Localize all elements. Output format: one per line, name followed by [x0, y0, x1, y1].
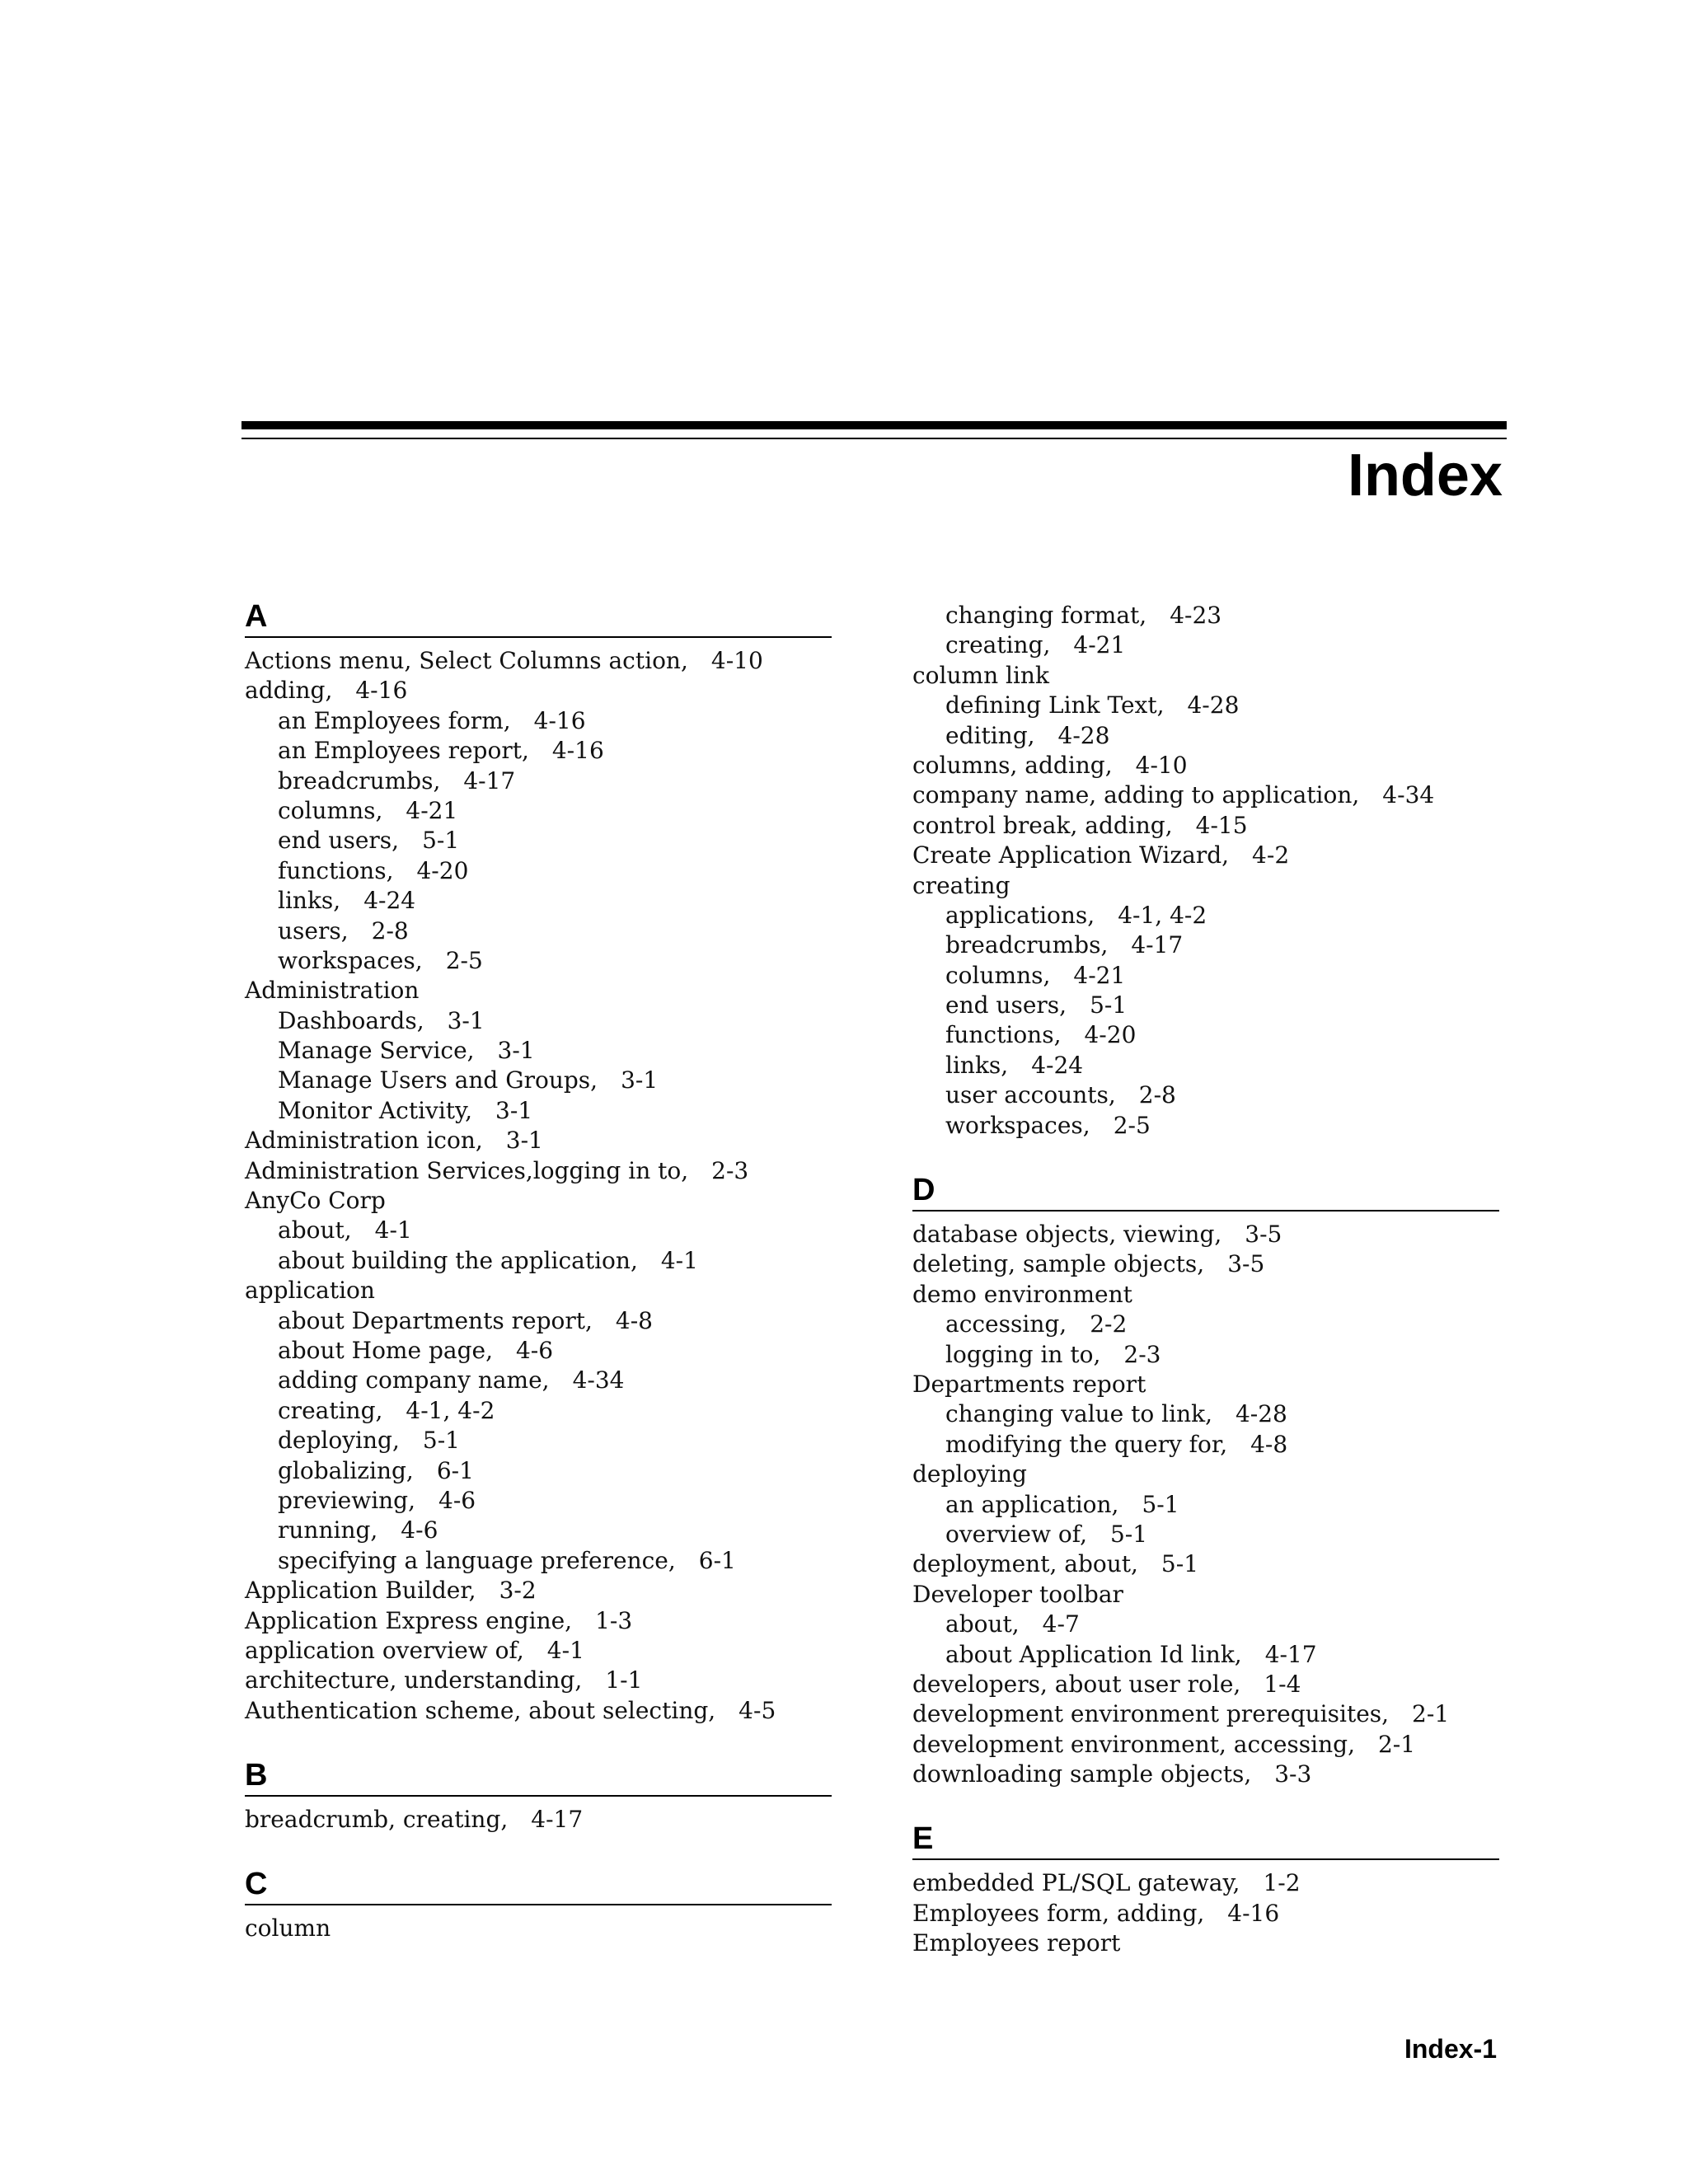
index-subentry [912, 1310, 1499, 1339]
index-subentry [912, 1520, 1499, 1549]
entry-term: Actions menu, Select Columns action, [245, 647, 688, 674]
index-entry [912, 1730, 1499, 1760]
entry-term: creating, [945, 631, 1051, 659]
entry-page-ref: 4-8 [1250, 1430, 1288, 1458]
entry-term: Create Application Wizard, [912, 841, 1230, 869]
entry-term: about Home page, [278, 1336, 493, 1364]
index-entry [245, 1914, 832, 1943]
index-subentry [245, 856, 832, 886]
index-subentry [245, 706, 832, 736]
index-subentry [912, 691, 1499, 720]
index-entry [912, 1670, 1499, 1699]
entry-term: columns, [945, 961, 1051, 989]
index-entry-list [245, 646, 832, 1726]
entry-term: changing format, [945, 602, 1147, 629]
entry-term: about, [278, 1216, 352, 1244]
entry-term: changing value to link, [945, 1400, 1212, 1428]
index-entry-list [912, 1868, 1499, 1958]
index-subentry [912, 1610, 1499, 1639]
entry-page-ref: 4-15 [1195, 811, 1248, 839]
index-entry [912, 1549, 1499, 1579]
entry-page-ref: 4-28 [1057, 721, 1110, 749]
index-subentry [912, 630, 1499, 660]
index-subentry [245, 1096, 832, 1126]
index-section [245, 1864, 832, 1943]
index-entry [912, 1899, 1499, 1929]
entry-page-ref: 3-1 [497, 1037, 535, 1065]
index-entry [912, 1580, 1499, 1610]
entry-page-ref: 4-34 [1382, 781, 1435, 809]
entry-page-ref: 4-17 [463, 766, 516, 794]
entry-term: Manage Users and Groups, [278, 1066, 598, 1094]
entry-page-ref: 3-5 [1245, 1221, 1282, 1249]
index-subentry [245, 1216, 832, 1245]
entry-page-ref: 3-3 [1274, 1760, 1312, 1788]
index-entry [245, 1666, 832, 1695]
index-subentry [245, 946, 832, 976]
entry-term: creating [912, 871, 1010, 899]
index-subentry [245, 796, 832, 826]
entry-term: development environment prerequisites, [912, 1700, 1390, 1728]
entry-page-ref: 3-5 [1227, 1250, 1265, 1278]
entry-page-ref: 4-24 [1031, 1051, 1084, 1079]
entry-term: application overview of, [245, 1636, 524, 1664]
entry-page-ref: 4-20 [416, 856, 469, 884]
index-subentry [245, 916, 832, 946]
index-subentry [245, 736, 832, 766]
entry-term: about Departments report, [278, 1306, 593, 1334]
entry-term: Dashboards, [278, 1006, 424, 1034]
entry-page-ref: 3-1 [505, 1127, 543, 1155]
entry-page-ref: 1-4 [1264, 1670, 1301, 1698]
entry-page-ref: 4-16 [1227, 1899, 1280, 1927]
entry-page-ref: 4-24 [363, 887, 416, 915]
index-entry [912, 1760, 1499, 1789]
index-subentry [912, 1020, 1499, 1050]
entry-page-ref: 3-1 [495, 1096, 533, 1124]
index-subentry [912, 1051, 1499, 1080]
entry-page-ref: 4-16 [533, 706, 586, 734]
entry-page-ref: 4-20 [1084, 1021, 1137, 1049]
section-letter-heading: B [245, 1755, 832, 1797]
section-letter-heading: D [912, 1170, 1499, 1212]
entry-term: links, [945, 1051, 1009, 1079]
entry-page-ref: 4-5 [738, 1696, 776, 1724]
entry-page-ref: 2-5 [445, 946, 483, 974]
index-subentry [912, 961, 1499, 991]
entry-term: architecture, understanding, [245, 1666, 583, 1694]
index-subentry [245, 1066, 832, 1095]
entry-page-ref: 4-28 [1235, 1400, 1287, 1428]
entry-term: defining Link Text, [945, 691, 1165, 719]
entry-page-ref: 4-10 [1135, 751, 1188, 779]
entry-term: Application Express engine, [245, 1606, 573, 1634]
entry-page-ref: 2-8 [1138, 1081, 1176, 1109]
entry-page-ref: 5-1 [422, 1427, 460, 1455]
entry-page-ref: 2-3 [1123, 1340, 1161, 1368]
index-subentry [912, 901, 1499, 930]
entry-page-ref: 4-1 [660, 1246, 698, 1274]
entry-term: creating, [278, 1396, 383, 1424]
entry-page-ref: 4-1, 4-2 [406, 1396, 495, 1424]
entry-term: user accounts, [945, 1081, 1116, 1109]
entry-term: database objects, viewing, [912, 1221, 1222, 1249]
entry-term: Employees report [912, 1929, 1121, 1957]
entry-term: columns, [278, 796, 383, 824]
entry-term: control break, adding, [912, 811, 1173, 839]
entry-page-ref: 2-3 [711, 1156, 749, 1184]
section-letter-heading: C [245, 1864, 832, 1905]
index-subentry [245, 1546, 832, 1576]
entry-term: globalizing, [278, 1456, 414, 1484]
entry-term: developers, about user role, [912, 1670, 1241, 1698]
entry-term: overview of, [945, 1520, 1087, 1548]
index-subentry [245, 1366, 832, 1395]
index-entry-list [912, 601, 1499, 1141]
index-entry [912, 871, 1499, 901]
index-entry-list [912, 1220, 1499, 1789]
entry-page-ref: 5-1 [1142, 1490, 1179, 1518]
entry-term: accessing, [945, 1310, 1067, 1338]
index-entry [912, 1370, 1499, 1399]
entry-term: links, [278, 887, 341, 915]
index-entry [912, 1699, 1499, 1729]
entry-page-ref: 2-1 [1377, 1730, 1416, 1758]
index-entry [245, 1606, 832, 1636]
entry-term: Administration [245, 977, 420, 1005]
entry-term: deployment, about, [912, 1550, 1138, 1578]
index-section [912, 601, 1499, 1141]
entry-term: development environment, accessing, [912, 1730, 1355, 1758]
section-letter-heading: E [912, 1819, 1499, 1860]
entry-term: application [245, 1277, 375, 1305]
entry-page-ref: 5-1 [1160, 1550, 1199, 1578]
index-entry [912, 661, 1499, 691]
entry-page-ref: 4-2 [1252, 841, 1290, 869]
entry-term: breadcrumb, creating, [245, 1806, 509, 1834]
entry-term: Employees form, adding, [912, 1899, 1205, 1927]
entry-page-ref: 4-1, 4-2 [1118, 901, 1207, 929]
entry-page-ref: 4-6 [401, 1516, 438, 1544]
index-subentry [912, 1430, 1499, 1460]
entry-term: deleting, sample objects, [912, 1250, 1205, 1278]
entry-page-ref: 4-17 [531, 1806, 584, 1834]
entry-page-ref: 2-1 [1412, 1700, 1450, 1728]
index-subentry [912, 1490, 1499, 1520]
index-subentry [245, 1456, 832, 1486]
section-letter-heading: A [245, 597, 832, 638]
entry-page-ref: 4-7 [1042, 1610, 1080, 1638]
entry-page-ref: 6-1 [698, 1546, 736, 1574]
index-subentry [245, 1516, 832, 1545]
entry-term: workspaces, [945, 1111, 1090, 1139]
index-subentry [245, 826, 832, 855]
index-subentry [245, 1246, 832, 1276]
index-entry [245, 646, 832, 676]
entry-term: users, [278, 916, 349, 944]
entry-page-ref: 4-16 [551, 737, 604, 765]
entry-term: editing, [945, 721, 1035, 749]
index-entry [245, 1805, 832, 1835]
index-subentry [912, 601, 1499, 630]
entry-page-ref: 4-10 [710, 647, 763, 674]
entry-page-ref: 1-3 [595, 1606, 633, 1634]
index-entry [245, 1696, 832, 1726]
entry-term: running, [278, 1516, 378, 1544]
index-subentry [912, 1340, 1499, 1370]
index-entry-list [245, 1914, 832, 1943]
index-entry [912, 1280, 1499, 1310]
entry-page-ref: 1-2 [1263, 1869, 1301, 1897]
entry-term: end users, [278, 827, 400, 855]
index-entry [245, 1576, 832, 1605]
index-subentry [245, 1336, 832, 1366]
page-title: Index [1347, 443, 1503, 509]
entry-term: Departments report [912, 1370, 1146, 1398]
index-section [912, 1170, 1499, 1789]
title-rule-thick [241, 421, 1507, 429]
entry-page-ref: 4-23 [1170, 602, 1222, 629]
index-entry [245, 1276, 832, 1305]
entry-page-ref: 3-1 [621, 1066, 659, 1094]
page-number-footer: Index-1 [1404, 2034, 1497, 2064]
entry-term: demo environment [912, 1280, 1132, 1308]
entry-page-ref: 4-28 [1187, 691, 1240, 719]
entry-term: end users, [945, 991, 1067, 1019]
index-entry [912, 780, 1499, 810]
entry-term: Administration icon, [245, 1127, 483, 1155]
index-entry [912, 1929, 1499, 1958]
entry-page-ref: 4-8 [615, 1306, 653, 1334]
entry-term: an application, [945, 1490, 1119, 1518]
index-subentry [912, 930, 1499, 960]
index-entry [245, 1186, 832, 1216]
entry-term: about building the application, [278, 1246, 638, 1274]
index-subentry [245, 886, 832, 916]
index-entry [912, 751, 1499, 780]
entry-page-ref: 5-1 [422, 827, 460, 855]
index-column-right [912, 601, 1499, 1989]
index-entry [245, 976, 832, 1005]
index-section [245, 597, 832, 1726]
index-subentry [245, 766, 832, 796]
entry-page-ref: 4-34 [572, 1366, 625, 1394]
entry-page-ref: 1-1 [605, 1666, 643, 1694]
entry-term: functions, [945, 1021, 1062, 1049]
index-entry [912, 1460, 1499, 1489]
index-entry [245, 1156, 832, 1186]
index-subentry [245, 1006, 832, 1036]
entry-page-ref: 4-16 [355, 677, 408, 705]
entry-term: breadcrumbs, [945, 931, 1109, 959]
index-section [245, 1755, 832, 1835]
entry-term: Developer toolbar [912, 1580, 1123, 1608]
entry-term: an Employees report, [278, 737, 529, 765]
entry-term: columns, adding, [912, 751, 1113, 779]
entry-term: adding, [245, 677, 333, 705]
entry-term: AnyCo Corp [245, 1187, 386, 1215]
entry-term: Application Builder, [245, 1577, 476, 1605]
index-entry [245, 1126, 832, 1155]
entry-term: functions, [278, 856, 394, 884]
entry-page-ref: 4-17 [1131, 931, 1184, 959]
entry-term: workspaces, [278, 946, 423, 974]
entry-term: about, [945, 1610, 1020, 1638]
index-subentry [245, 1396, 832, 1426]
entry-page-ref: 4-17 [1264, 1640, 1317, 1668]
index-subentry [245, 1486, 832, 1516]
entry-term: company name, adding to application, [912, 781, 1360, 809]
entry-page-ref: 4-1 [546, 1636, 584, 1664]
entry-page-ref: 4-21 [1073, 961, 1126, 989]
entry-page-ref: 2-5 [1113, 1111, 1151, 1139]
index-entry [912, 1868, 1499, 1898]
entry-term: Monitor Activity, [278, 1096, 473, 1124]
index-subentry [912, 1111, 1499, 1141]
index-entry-list [245, 1805, 832, 1835]
entry-page-ref: 3-2 [499, 1577, 537, 1605]
index-entry [912, 841, 1499, 870]
entry-term: adding company name, [278, 1366, 550, 1394]
entry-page-ref: 4-6 [438, 1486, 476, 1514]
entry-page-ref: 3-1 [447, 1006, 485, 1034]
index-subentry [245, 1036, 832, 1066]
entry-term: breadcrumbs, [278, 766, 441, 794]
title-rule-thin [241, 438, 1507, 439]
entry-term: downloading sample objects, [912, 1760, 1252, 1788]
entry-term: specifying a language preference, [278, 1546, 676, 1574]
entry-page-ref: 6-1 [436, 1456, 474, 1484]
entry-page-ref: 5-1 [1109, 1520, 1148, 1548]
entry-term: logging in to, [945, 1340, 1101, 1368]
index-subentry [912, 1399, 1499, 1429]
index-entry [245, 1636, 832, 1666]
index-subentry [912, 721, 1499, 751]
index-entry [912, 1249, 1499, 1279]
entry-page-ref: 4-21 [1073, 631, 1126, 659]
index-subentry [245, 1306, 832, 1336]
entry-term: column link [912, 661, 1049, 689]
entry-page-ref: 4-21 [406, 796, 458, 824]
index-subentry [245, 1426, 832, 1455]
entry-term: Manage Service, [278, 1037, 475, 1065]
entry-term: Administration Services,logging in to, [245, 1156, 689, 1184]
entry-term: column [245, 1915, 331, 1943]
entry-term: Authentication scheme, about selecting, [245, 1696, 716, 1724]
entry-term: applications, [945, 901, 1095, 929]
index-entry [912, 811, 1499, 841]
entry-page-ref: 2-2 [1090, 1310, 1128, 1338]
index-entry [912, 1220, 1499, 1249]
entry-page-ref: 4-1 [374, 1216, 412, 1244]
entry-page-ref: 2-8 [371, 916, 409, 944]
entry-term: embedded PL/SQL gateway, [912, 1869, 1240, 1897]
entry-term: about Application Id link, [945, 1640, 1242, 1668]
index-section [912, 1819, 1499, 1958]
index-column-left [245, 597, 832, 1974]
entry-term: deploying, [278, 1427, 400, 1455]
entry-term: deploying [912, 1460, 1027, 1488]
entry-term: an Employees form, [278, 706, 511, 734]
index-subentry [912, 991, 1499, 1020]
index-subentry [912, 1080, 1499, 1110]
entry-term: modifying the query for, [945, 1430, 1228, 1458]
entry-term: previewing, [278, 1486, 416, 1514]
index-subentry [912, 1640, 1499, 1670]
entry-page-ref: 5-1 [1090, 991, 1128, 1019]
index-entry [245, 676, 832, 705]
entry-page-ref: 4-6 [515, 1336, 554, 1364]
